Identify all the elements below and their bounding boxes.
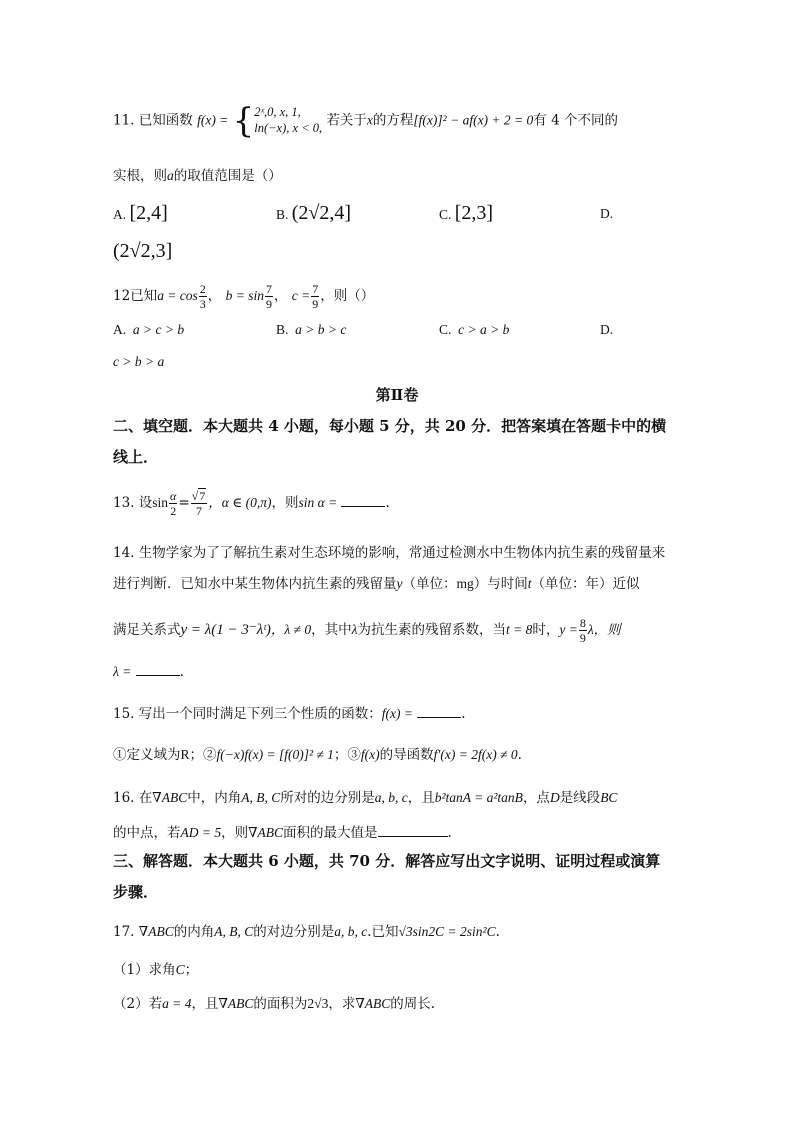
q11-text-a: 若关于 <box>326 112 367 129</box>
q12-line1: 12已知a = cos $\frac{2}{3}$ ， b = sin $\frac{7}{9}$ ， c = $\frac{7}{9}$ ，则（） <box>113 282 375 311</box>
q12-a-frac: $\frac{2}{3}$ <box>199 282 206 311</box>
q11-text-b: 的方程 <box>372 112 414 129</box>
q15-line2: ①定义域为R；②f(−x)f(x) = [f(0)]² ≠ 1；③f(x)的导函数f′(x) = 2f(x) ≠ 0. <box>113 747 522 763</box>
q12-number: 12 <box>113 288 131 304</box>
q11-option-c: C. [2,3] <box>439 202 494 224</box>
q11-var-x: x <box>366 112 373 128</box>
q17-sub2: （2）若a = 4，且∇ABC的面积为2√3，求∇ABC的周长. <box>113 996 436 1012</box>
q16-number: 16. <box>113 790 135 806</box>
q12-b-frac: $\frac{7}{9}$ <box>265 282 272 311</box>
q14-line4: λ = . <box>113 664 184 680</box>
section3-heading-line2: 步骤． <box>113 883 159 901</box>
q14-answer-blank[interactable] <box>136 663 180 676</box>
q11-piecewise <box>254 105 322 136</box>
section2-heading-line1: 二、填空题．本大题共 4 小题，每小题 5 分，共 20 分．把答案填在答题卡中的横 <box>113 417 667 435</box>
q16-answer-blank[interactable] <box>378 824 448 837</box>
q11-option-d-label: D. <box>600 206 614 221</box>
q17-number: 17. <box>113 924 135 940</box>
q14-line1: 14. 生物学家为了了解抗生素对生态环境的影响，常通过检测水中生物体内抗生素的残留量来 <box>113 545 666 561</box>
q12-option-d: c > b > a <box>113 354 165 369</box>
q13-alpha-frac: $\frac{\alpha}{2}$ <box>170 489 177 518</box>
q14-line3: 满足关系式y = λ(1 − 3⁻λᵗ)，λ ≠ 0，其中λ为抗生素的残留系数，当t = 8时，y = $\frac{8}{9}$ λ，则 <box>113 616 621 645</box>
q11-equation: [f(x)]² − af(x) + 2 = 0 <box>413 112 534 128</box>
q12-option-c: C. c > a > b <box>439 322 510 337</box>
q11-line2-b: 的取值范围是（） <box>173 168 282 184</box>
q11-option-d <box>113 240 172 263</box>
q11-line2 <box>113 164 282 184</box>
q11-option-c-value: [2,3] <box>454 202 494 224</box>
q15-line1: 15. 写出一个同时满足下列三个性质的函数：f(x) = . <box>113 706 466 722</box>
q13-number: 13. <box>113 495 135 511</box>
q12-option-a: A. a > c > b <box>113 322 185 337</box>
q12-c-frac: $\frac{7}{9}$ <box>312 282 319 311</box>
q12-option-d-label: D. <box>600 322 614 337</box>
part2-title: 第Ⅱ卷 <box>375 386 419 404</box>
q17-line1: 17. ∇ABC的内角A, B, C的对边分别是a, b, c.已知√3sin2C = 2sin²C. <box>113 924 500 940</box>
q11-var-a: a <box>167 168 174 183</box>
q11-number: 11. <box>113 112 135 129</box>
q11-case2: ln(−x), x < 0, <box>254 121 323 135</box>
q11-intro: 已知函数 <box>138 112 193 129</box>
q11-brace: { <box>232 101 255 141</box>
q11-text-c: 有 4 个不同的 <box>533 112 618 129</box>
q11-line2-a: 实根，则 <box>113 168 167 184</box>
q11-fx: f(x) = <box>197 112 229 128</box>
q13-answer-blank[interactable] <box>341 494 385 507</box>
q14-line2: 进行判断．已知水中某生物体内抗生素的残留量y（单位：mg）与时间t（单位：年）近似 <box>113 576 640 592</box>
q12-option-b: B. a > b > c <box>276 322 347 337</box>
q17-sub1: （1）求角C； <box>113 962 199 978</box>
section3-heading-line1: 三、解答题．本大题共 6 小题，共 70 分．解答应写出文字说明、证明过程或演算 <box>113 852 661 870</box>
q16-line1: 16. 在∇ABC中，内角A, B, C所对的边分别是a, b, c，且b²tanA = a²tanB，点D是线段BC <box>113 790 618 806</box>
q13-line: 13. 设sin $\frac{\alpha}{2}$ = $\frac{√7}{7}$ ，α ∈ (0,π)，则sin α = . <box>113 489 390 518</box>
q11-option-a: A. [2,4] <box>113 202 168 224</box>
q13-sqrt-frac: $\frac{√7}{7}$ <box>191 489 206 518</box>
q11-option-a-value: [2,4] <box>129 202 168 224</box>
q11-option-d-value: (2√2,3] <box>113 240 173 262</box>
q14-frac: $\frac{8}{9}$ <box>579 616 586 645</box>
q14-number: 14. <box>113 545 135 561</box>
q11-line1 <box>113 101 618 141</box>
q11-option-b: B. (2√2,4] <box>276 202 352 224</box>
q11-option-b-value: (2√2,4] <box>291 202 352 224</box>
q15-number: 15. <box>113 706 135 722</box>
q15-answer-blank[interactable] <box>417 705 461 718</box>
q11-case1: 2ˣ,0, x, 1, <box>254 105 301 120</box>
section2-heading-line2: 线上． <box>113 448 159 466</box>
q16-line2: 的中点，若AD = 5，则∇ABC面积的最大值是 . <box>113 825 452 841</box>
